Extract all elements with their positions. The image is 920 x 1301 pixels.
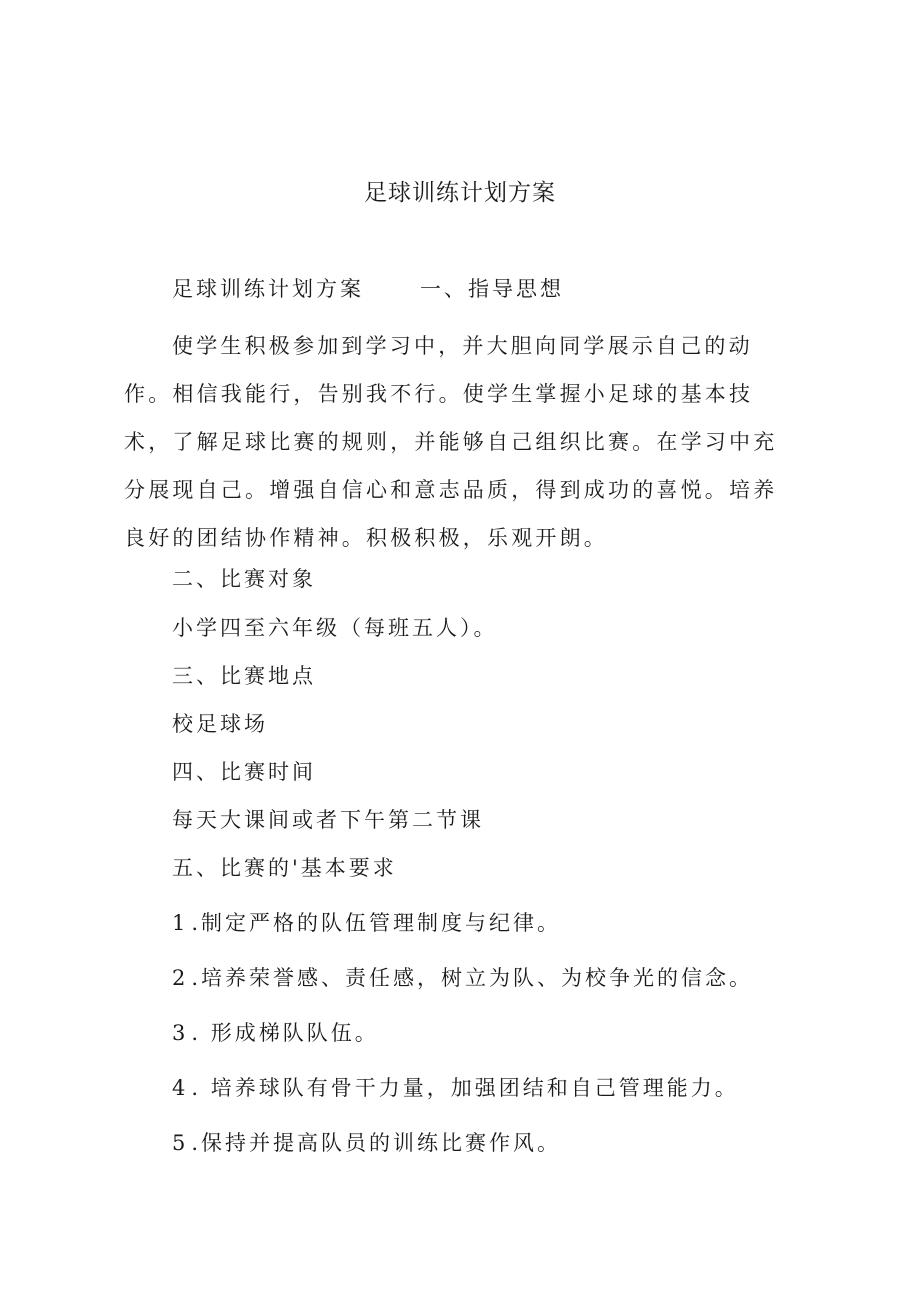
heading-line-left: 足球训练计划方案 [172, 277, 364, 301]
section-body-4: 每天大课间或者下午第二节课 [172, 808, 484, 832]
requirement-number: 5 [172, 1131, 186, 1155]
requirement-item [172, 1073, 739, 1103]
section-heading-3: 三、比赛地点 [172, 664, 316, 688]
requirement-item [172, 908, 561, 938]
section-heading-4: 四、比赛时间 [172, 760, 316, 784]
requirement-item [172, 1128, 561, 1158]
section-heading-2: 二、比赛对象 [172, 567, 316, 591]
requirement-text: .保持并提高队员的训练比赛作风。 [191, 1131, 562, 1155]
requirement-number: 4 [172, 1076, 186, 1100]
requirement-number: 1 [172, 911, 186, 935]
section-body-3: 校足球场 [172, 712, 268, 736]
requirement-number: 3 [172, 1021, 186, 1045]
requirement-number: 2 [172, 966, 186, 990]
requirement-text: . 培养球队有骨干力量，加强团结和自己管理能力。 [191, 1076, 739, 1100]
document-title: 足球训练计划方案 [364, 180, 556, 206]
requirement-item [172, 1018, 379, 1048]
requirement-item [172, 963, 753, 993]
requirement-text: . 形成梯队队伍。 [191, 1021, 379, 1045]
section-body-2: 小学四至六年级（每班五人）。 [172, 616, 498, 640]
requirement-text: .制定严格的队伍管理制度与纪律。 [191, 911, 562, 935]
requirement-text: .培养荣誉感、责任感，树立为队、为校争光的信念。 [191, 966, 754, 990]
section-heading-5: 五、比赛的'基本要求 [172, 856, 397, 880]
heading-line [172, 274, 564, 304]
section-heading-1: 一、指导思想 [420, 277, 564, 301]
guiding-paragraph: 使学生积极参加到学习中，并大胆向同学展示自己的动作。相信我能行，告别我不行。使学生掌握小足球的基本技术，了解足球比赛的规则，并能够自己组织比赛。在学习中充分展现自己。增强自信心和意志品质，得到成功的喜悦。培养良好的团结协作精神。积极积极，乐观开朗。 [124, 334, 778, 550]
